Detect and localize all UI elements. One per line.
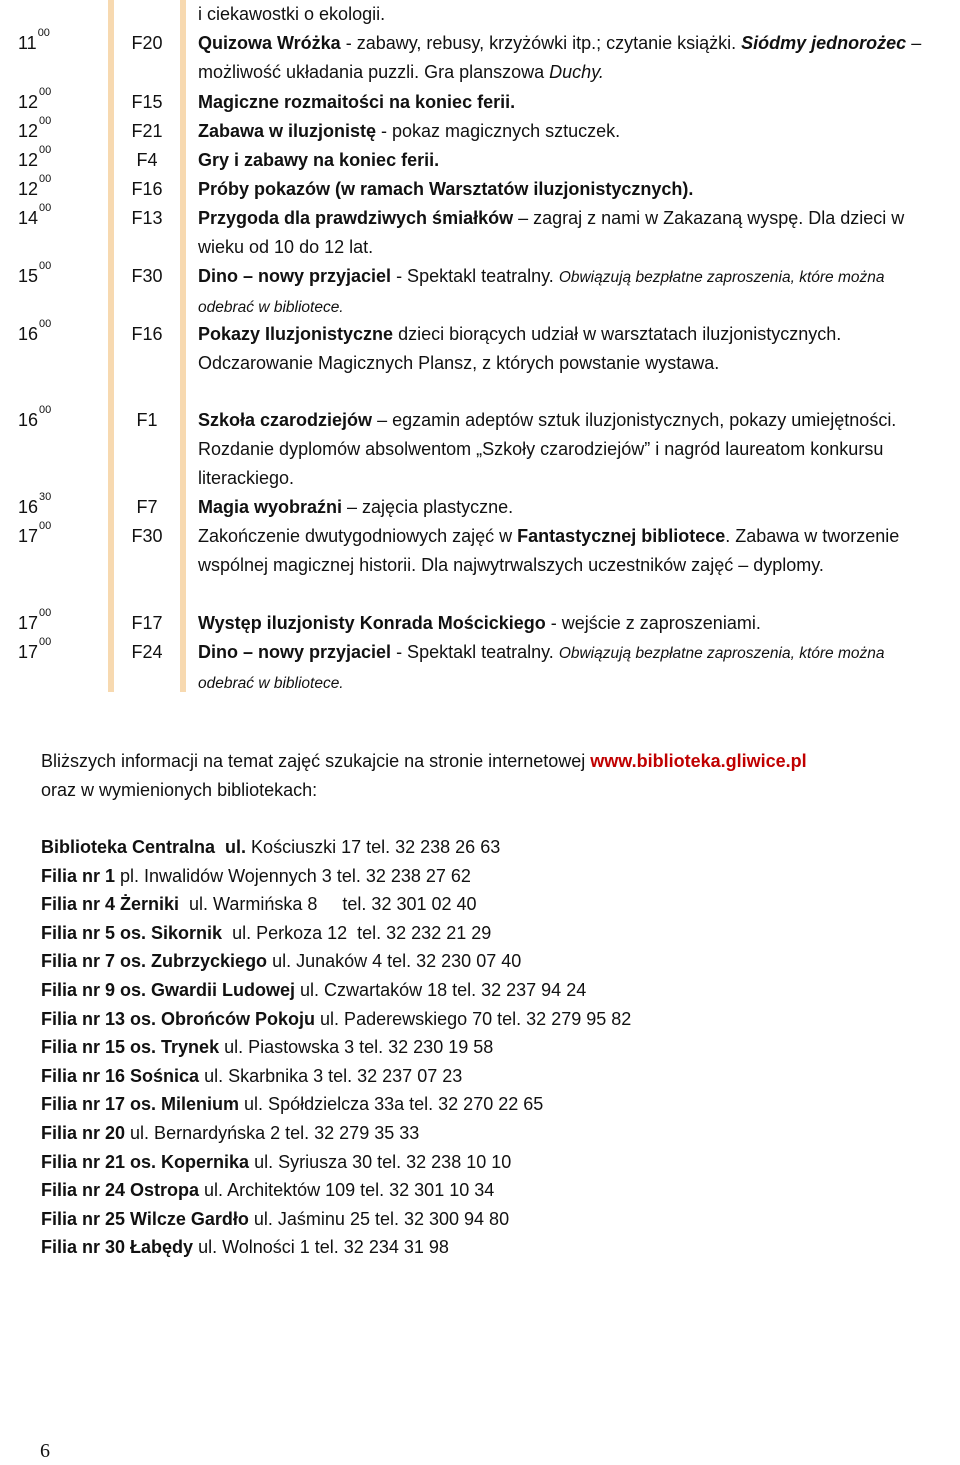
event-branch: F1: [136, 410, 158, 430]
time-minutes: 00: [39, 173, 52, 185]
time-minutes: 00: [37, 27, 50, 39]
library-entry: [41, 862, 471, 891]
event-branch: F15: [131, 92, 163, 112]
text-run: ul. Piastowska 3 tel. 32 230 19 58: [219, 1037, 494, 1058]
text-run: Gry i zabawy na koniec ferii.: [198, 150, 440, 170]
time-minutes: 00: [39, 115, 52, 127]
time-hour: 17: [18, 526, 39, 546]
event-time: [18, 146, 51, 175]
time-hour: 14: [18, 208, 39, 228]
event-description: [198, 522, 938, 580]
event-description: [198, 262, 938, 322]
text-run: Obwiązują bezpłatne zaproszenia, które można odebrać w bibliotece.: [198, 269, 885, 316]
text-run: Filia nr 13 os. Obrońców Pokoju: [41, 1008, 316, 1029]
text-run: - zabawy, rebusy, krzyżówki itp.; czytanie książki.: [340, 33, 742, 53]
event-description: [198, 320, 938, 378]
text-run: pl. Inwalidów Wojennych 3 tel. 32 238 27 62: [115, 865, 471, 886]
time-minutes: 00: [39, 636, 52, 648]
text-run: ul. Czwartaków 18 tel. 32 237 94 24: [295, 980, 587, 1000]
time-hour: 16: [18, 410, 39, 430]
event-branch: F20: [131, 33, 163, 53]
text-run: - pokaz magicznych sztuczek.: [376, 121, 621, 141]
event-branch: F17: [131, 613, 163, 633]
text-run: – zajęcia plastyczne.: [342, 497, 514, 517]
time-minutes: 00: [39, 520, 52, 532]
text-run: Dino – nowy przyjaciel: [198, 266, 392, 286]
event-time: [18, 117, 51, 146]
text-run: Filia nr 16 Sośnica: [41, 1065, 200, 1086]
text-run: ul. Jaśminu 25 tel. 32 300 94 80: [248, 1208, 510, 1229]
text-run: Magiczne rozmaitości na koniec ferii.: [198, 92, 516, 112]
text-run: Pokazy Iluzjonistyczne: [198, 324, 394, 344]
event-description: [198, 88, 938, 117]
event-description: [198, 146, 938, 175]
library-entry: [41, 890, 477, 919]
text-run: Filia nr 7 os. Zubrzyckiego: [41, 951, 268, 972]
info-paragraph: [41, 747, 953, 805]
text-run: - wejście z zaproszeniami.: [545, 613, 761, 633]
text-run: Obwiązują bezpłatne zaproszenia, które można odebrać w bibliotece.: [198, 645, 885, 692]
text-run: Filia nr 1: [41, 865, 116, 886]
event-time: [18, 204, 51, 233]
text-run: - Spektakl teatralny.: [391, 642, 559, 662]
time-hour: 12: [18, 150, 39, 170]
library-entry: [41, 1205, 509, 1234]
time-minutes: 00: [39, 404, 52, 416]
text-run: Zabawa w iluzjonistę: [198, 121, 377, 141]
library-entry: [41, 1090, 543, 1119]
time-hour: 17: [18, 642, 39, 662]
event-branch: F16: [131, 324, 163, 344]
event-time: [18, 175, 51, 204]
library-entry: [41, 976, 586, 1005]
event-branch: F4: [136, 150, 158, 170]
event-description: [198, 117, 938, 146]
text-run: Duchy.: [549, 62, 604, 82]
time-hour: 16: [18, 324, 39, 344]
time-hour: 16: [18, 497, 39, 517]
time-minutes: 30: [39, 491, 52, 503]
text-run: Szkoła czarodziejów: [198, 410, 373, 430]
library-entry: [41, 1062, 462, 1091]
event-time: [18, 320, 51, 349]
event-branch: F13: [131, 208, 163, 228]
time-minutes: 00: [39, 607, 52, 619]
event-description: [198, 204, 938, 262]
event-description: [198, 29, 938, 87]
event-branch: F21: [131, 121, 163, 141]
text-run: Filia nr 5 os. Sikornik: [41, 922, 223, 943]
text-run: Filia nr 4 Żerniki: [41, 894, 180, 915]
text-run: – możliwość układania puzzli. Gra planszowa: [198, 33, 922, 82]
time-minutes: 00: [39, 260, 52, 272]
text-run: Filia nr 24 Ostropa: [41, 1180, 200, 1201]
event-time: [18, 406, 51, 435]
text-run: Filia nr 21 os. Kopernika: [41, 1151, 250, 1172]
time-hour: 15: [18, 266, 39, 286]
library-entry: [41, 1148, 511, 1177]
event-branch: F7: [136, 497, 158, 517]
text-run: ul. Wolności 1 tel. 32 234 31 98: [193, 1237, 449, 1258]
text-run: – egzamin adeptów sztuk iluzjonistycznych, pokazy umiejętności. Rozdanie dyplomów absolwentom „Szkoły czarodziejów” i nagród laureatom konkursu literackiego.: [198, 410, 897, 488]
text-run: Filia nr 30 Łabędy: [41, 1237, 194, 1258]
text-run: Filia nr 20: [41, 1123, 126, 1143]
text-run: Filia nr 9 os. Gwardii Ludowej: [41, 980, 296, 1000]
event-branch: F30: [131, 526, 163, 546]
text-run: ul. Architektów 109 tel. 32 301 10 34: [199, 1180, 495, 1201]
event-description: [198, 406, 938, 493]
text-run: Filia nr 25 Wilcze Gardło: [41, 1208, 249, 1229]
text-run: Magia wyobraźni: [198, 497, 343, 517]
library-entry: [41, 833, 500, 862]
event-branch: F24: [131, 642, 163, 662]
event-time: [18, 262, 51, 291]
time-minutes: 00: [39, 202, 52, 214]
event-time: [18, 522, 51, 551]
event-description: [198, 638, 938, 698]
text-run: . Zabawa w tworzenie wspólnej magicznej historii. Dla najwytrwalszych uczestników zajęć – dyplomy.: [198, 526, 900, 575]
library-entry: [41, 1033, 493, 1062]
page-number: 6: [40, 1440, 50, 1462]
text-run: Quizowa Wróżka: [198, 33, 341, 53]
event-branch: F30: [131, 266, 163, 286]
text-run: Filia nr 17 os. Milenium: [41, 1094, 240, 1115]
website-link[interactable]: www.biblioteka.gliwice.pl: [590, 751, 807, 771]
text-run: - Spektakl teatralny.: [391, 266, 559, 286]
text-run: i ciekawostki o ekologii.: [198, 4, 386, 24]
time-minutes: 00: [39, 144, 52, 156]
text-run: Dino – nowy przyjaciel: [198, 642, 392, 662]
text-run: Zakończenie dwutygodniowych zajęć w: [198, 526, 518, 546]
event-time: [18, 493, 51, 522]
text-run: Próby pokazów (w ramach Warsztatów iluzjonistycznych).: [198, 179, 694, 199]
text-run: ul. Paderewskiego 70 tel. 32 279 95 82: [315, 1008, 632, 1029]
text-run: ul. Skarbnika 3 tel. 32 237 07 23: [199, 1065, 463, 1086]
event-time: [18, 29, 50, 58]
event-branch: F16: [131, 179, 163, 199]
time-minutes: 00: [39, 86, 52, 98]
event-description: [198, 609, 938, 638]
info-text-2: oraz w wymienionych bibliotekach:: [41, 780, 318, 800]
text-run: ul. Warmińska 8 tel. 32 301 02 40: [179, 894, 477, 915]
text-run: ul. Perkoza 12 tel. 32 232 21 29: [222, 922, 492, 943]
event-time: [18, 88, 51, 117]
time-minutes: 00: [39, 318, 52, 330]
text-run: Siódmy jednorożec: [741, 33, 907, 53]
library-entry: [41, 1005, 631, 1034]
text-run: – zagraj z nami w Zakazaną wyspę. Dla dzieci w wieku od 10 do 12 lat.: [198, 208, 905, 257]
event-time: [18, 638, 51, 667]
text-run: ul. Bernardyńska 2 tel. 32 279 35 33: [125, 1123, 420, 1143]
info-text: Bliższych informacji na temat zajęć szukajcie na stronie internetowej: [41, 751, 591, 771]
library-entry: [41, 1233, 449, 1262]
text-run: Kościuszki 17 tel. 32 238 26 63: [246, 837, 501, 857]
time-hour: 11: [18, 33, 37, 53]
event-time: [18, 609, 51, 638]
time-hour: 17: [18, 613, 39, 633]
time-hour: 12: [18, 92, 39, 112]
text-run: Przygoda dla prawdziwych śmiałków: [198, 208, 514, 228]
text-run: ul. Junaków 4 tel. 32 230 07 40: [267, 951, 522, 972]
library-entry: [41, 1176, 494, 1205]
event-description: [198, 493, 938, 522]
time-hour: 12: [18, 179, 39, 199]
text-run: Występ iluzjonisty Konrada Mościckiego: [198, 613, 546, 633]
time-hour: 12: [18, 121, 39, 141]
library-entry: [41, 947, 521, 976]
text-run: dzieci biorących udział w warsztatach iluzjonistycznych. Odczarowanie Magicznych Plansz, z których powstanie wystawa.: [198, 324, 842, 373]
event-description: [198, 0, 938, 29]
library-entry: [41, 919, 491, 948]
text-run: Biblioteka Centralna ul.: [41, 837, 247, 857]
text-run: Fantastycznej bibliotece: [517, 526, 726, 546]
text-run: ul. Syriusza 30 tel. 32 238 10 10: [249, 1151, 512, 1172]
event-description: [198, 175, 938, 204]
text-run: Filia nr 15 os. Trynek: [41, 1037, 220, 1058]
library-entry: [41, 1119, 419, 1148]
text-run: ul. Spółdzielcza 33a tel. 32 270 22 65: [239, 1094, 544, 1115]
